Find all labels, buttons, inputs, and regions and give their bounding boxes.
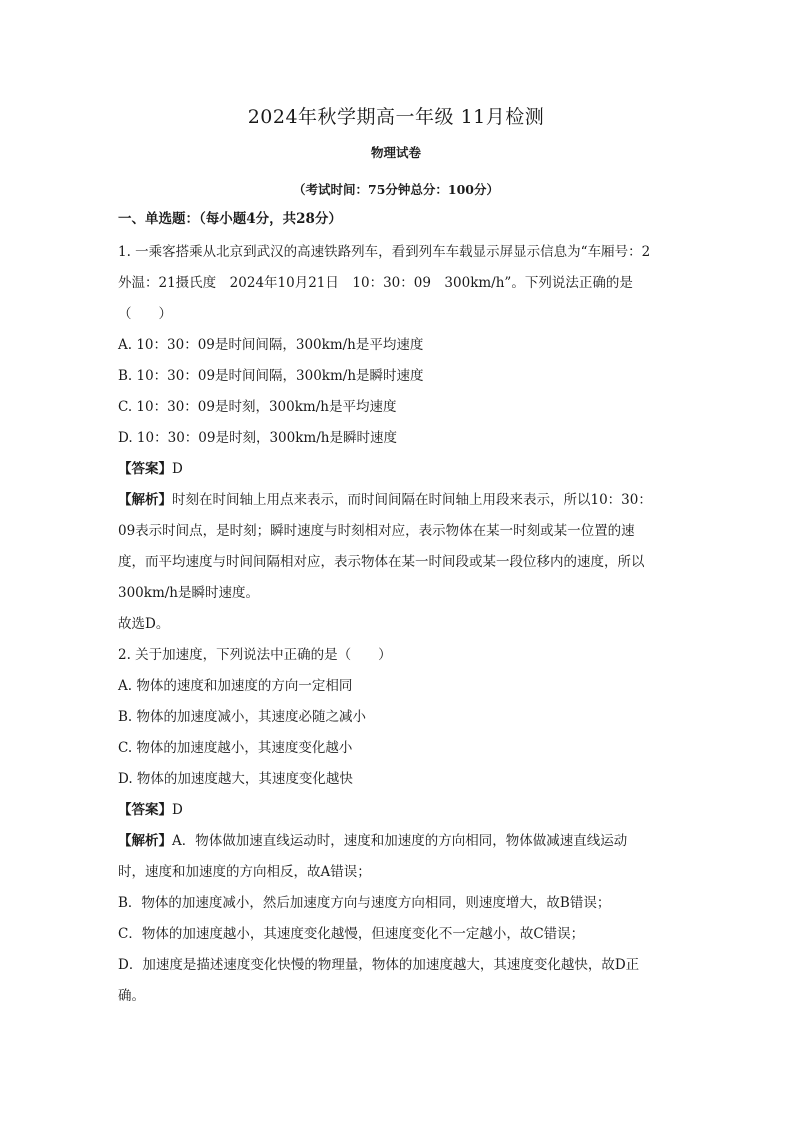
question-2-option-c: C. 物体的加速度越小，其速度变化越小 (118, 740, 353, 756)
question-2-answer (118, 795, 674, 826)
question-1 (118, 237, 674, 640)
question-1-analysis-line: 度，而平均速度与时间间隔相对应，表示物体在某一时间段或某一段位移内的速度，所以 (118, 554, 645, 570)
analysis-tag: 【解析】 (118, 833, 172, 849)
question-1-analysis-line (118, 485, 674, 516)
question-1-answer (118, 454, 674, 485)
question-1-analysis-line: 300km/h是瞬时速度。 (118, 585, 259, 601)
analysis-tag: 【解析】 (118, 492, 172, 508)
question-1-analysis-line: 09表示时间点，是时刻；瞬时速度与时刻相对应，表示物体在某一时刻或某一位置的速 (118, 523, 635, 539)
question-1-option-d: D. 10：30：09是时刻，300km/h是瞬时速度 (118, 430, 397, 446)
question-2-option-d: D. 物体的加速度越大，其速度变化越快 (118, 771, 353, 787)
question-2-option-a: A. 物体的速度和加速度的方向一定相同 (118, 678, 353, 694)
question-1-option-c: C. 10：30：09是时刻，300km/h是平均速度 (118, 399, 397, 415)
answer-value: D (172, 802, 183, 818)
question-2-option-b: B. 物体的加速度减小，其速度必随之减小 (118, 709, 367, 725)
question-2-analysis-line: 确。 (118, 988, 145, 1004)
subject-title: 物理试卷 (370, 145, 421, 160)
question-2-analysis-line: D．加速度是描述速度变化快慢的物理量，物体的加速度越大，其速度变化越快，故D正 (118, 957, 640, 973)
question-2-analysis-line: 时，速度和加速度的方向相反，故A错误； (118, 864, 371, 880)
question-1-stem-line: （ ） (118, 306, 172, 322)
answer-tag: 【答案】 (118, 461, 172, 477)
question-2 (118, 640, 674, 1012)
analysis-text: A．物体做加速直线运动时，速度和加速度的方向相同，物体做减速直线运动 (172, 833, 628, 849)
exam-info: （考试时间：75分钟总分：100分） (293, 182, 499, 197)
question-2-stem: 2. 关于加速度，下列说法中正确的是（ ） (118, 647, 392, 663)
question-1-stem-line: 1. 一乘客搭乘从北京到武汉的高速铁路列车，看到列车车载显示屏显示信息为“车厢号：2 (118, 244, 651, 260)
question-1-stem-line: 外温：21摄氏度 2024年10月21日 10：30：09 300km/h”。下列说法正确的是 (118, 275, 633, 291)
question-1-option-b: B. 10：30：09是时间间隔，300km/h是瞬时速度 (118, 368, 424, 384)
analysis-text: 时刻在时间轴上用点来表示，而时间间隔在时间轴上用段来表示，所以10：30： (172, 492, 652, 508)
question-2-analysis-line: B．物体的加速度减小，然后加速度方向与速度方向相同，则速度增大，故B错误； (118, 895, 611, 911)
question-2-analysis-line: C．物体的加速度越小，其速度变化越慢，但速度变化不一定越小，故C错误； (118, 926, 585, 942)
answer-tag: 【答案】 (118, 802, 172, 818)
page-title: 2024年秋学期高一年级 11月检测 (247, 106, 545, 128)
answer-value: D (172, 461, 183, 477)
question-1-option-a: A. 10：30：09是时间间隔，300km/h是平均速度 (118, 337, 424, 353)
question-1-conclusion: 故选D。 (118, 616, 170, 632)
section-heading: 一、单选题：（每小题4分，共28分） (118, 211, 342, 227)
question-2-analysis-line (118, 826, 674, 857)
